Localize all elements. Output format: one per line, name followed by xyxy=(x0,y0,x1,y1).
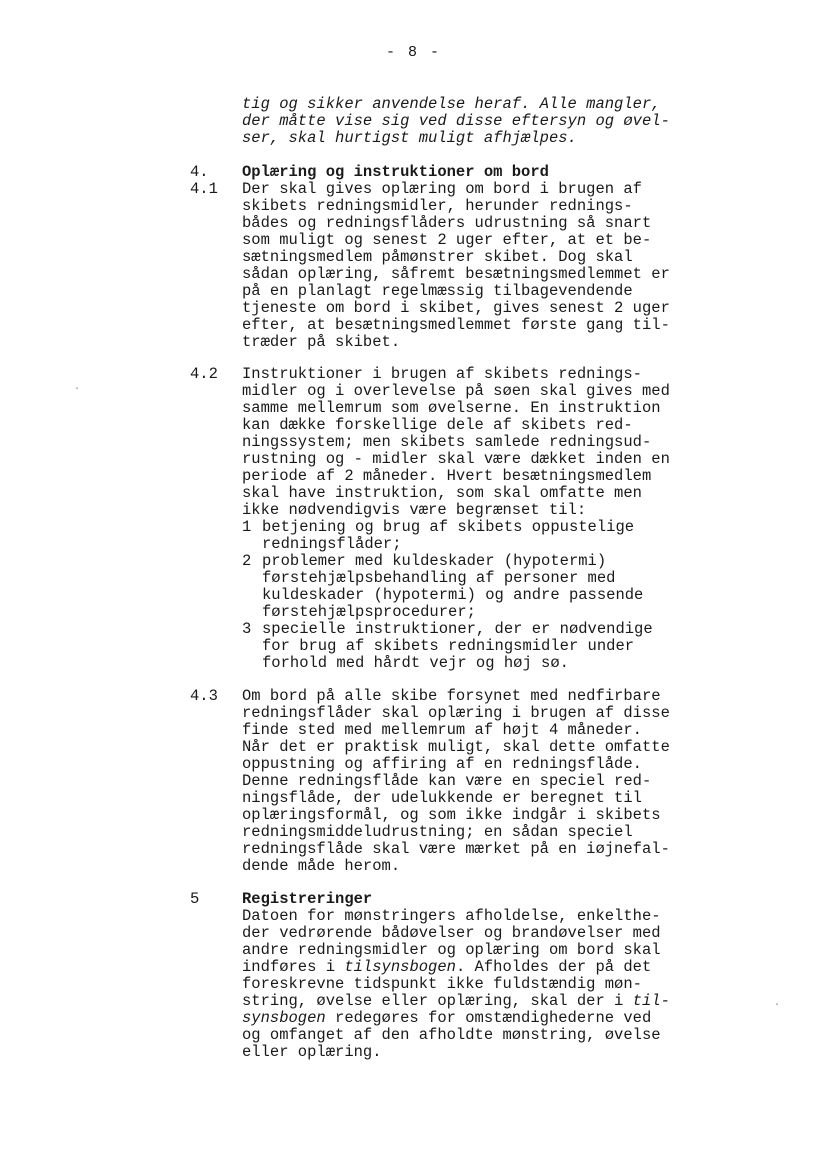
list-item-line: førstehjælpsprocedurer; xyxy=(262,603,476,621)
section-heading: Registreringer xyxy=(242,890,373,908)
paragraph-line: oplæringsformål, og som ikke indgår i skibets xyxy=(242,806,661,824)
section-number: 4.3 xyxy=(190,687,218,705)
paragraph-line: foreskrevne tidspunkt ikke fuldstændig møn- xyxy=(242,975,642,993)
paragraph-line: skibets redningsmidler, herunder rednings- xyxy=(242,197,633,215)
paragraph-line: rustning og - midler skal være dækket inden en xyxy=(242,450,670,468)
paragraph-line: redningsflåder skal oplæring i brugen af disse xyxy=(242,704,670,722)
paragraph-line: Der skal gives oplæring om bord i brugen af xyxy=(242,180,642,198)
text-run-italic: synsbogen xyxy=(242,1009,326,1027)
paragraph-line: træder på skibet. xyxy=(242,333,401,351)
paragraph-line xyxy=(242,1010,651,1027)
paragraph-line: finde sted med mellemrum af højt 4 måneder. xyxy=(242,721,642,739)
paragraph-line: der vedrørende bådøvelser og brandøvelser med xyxy=(242,924,661,942)
intro-line: tig og sikker anvendelse heraf. Alle mangler, xyxy=(242,95,661,113)
paragraph-line: redningsflåde skal være mærket på en iøjnefal- xyxy=(242,840,670,858)
paragraph-line: skal have instruktion, som skal omfatte men xyxy=(242,484,642,502)
section-number: 4. xyxy=(190,163,209,181)
paragraph-line: sådan oplæring, såfremt besætningsmedlemmet er xyxy=(242,265,670,283)
list-item-line: problemer med kuldeskader (hypotermi) xyxy=(262,552,607,570)
paragraph-line: ikke nødvendigvis være begrænset til: xyxy=(242,501,587,519)
list-item-number: 1 xyxy=(242,518,252,536)
section-heading: Oplæring og instruktioner om bord xyxy=(242,163,549,181)
paragraph-line: Når det er praktisk muligt, skal dette omfatte xyxy=(242,738,670,756)
paragraph-line: som muligt og senest 2 uger efter, at et be- xyxy=(242,231,652,249)
paragraph-line: eller oplæring. xyxy=(242,1043,382,1061)
paragraph-line: efter, at besætningsmedlemmet første gang til- xyxy=(242,316,670,334)
intro-line: ser, skal hurtigst muligt afhjælpes. xyxy=(242,129,577,147)
scan-speck: · xyxy=(74,384,81,395)
paragraph-line xyxy=(242,993,670,1010)
section-number: 5 xyxy=(190,890,200,908)
list-item-line: betjening og brug af skibets oppustelige xyxy=(262,518,635,536)
paragraph-line: oppustning og affiring af en redningsflåde. xyxy=(242,755,642,773)
paragraph-line: ningsflåde, der udelukkende er beregnet til xyxy=(242,789,642,807)
list-item-line: førstehjælpsbehandling af personer med xyxy=(262,569,616,587)
list-item-number: 2 xyxy=(242,552,252,570)
section-number: 4.1 xyxy=(190,180,218,198)
paragraph-line xyxy=(242,959,651,976)
paragraph-line: ningssystem; men skibets samlede redningsud- xyxy=(242,433,652,451)
paragraph-line: andre redningsmidler og oplæring om bord skal xyxy=(242,941,661,959)
paragraph-line: midler og i overlevelse på søen skal gives med xyxy=(242,382,670,400)
paragraph-line: sætningsmedlem påmønstrer skibet. Dog skal xyxy=(242,248,633,266)
text-run: indføres i xyxy=(242,958,345,976)
scan-speck: · xyxy=(774,1000,781,1011)
list-item-line: specielle instruktioner, der er nødvendige xyxy=(262,620,653,638)
paragraph-line: Datoen for mønstringers afholdelse, enkelthe- xyxy=(242,907,661,925)
text-run: . Afholdes der på det xyxy=(455,958,652,976)
paragraph-line: kan dække forskellige dele af skibets red- xyxy=(242,416,633,434)
list-item-line: redningsflåder; xyxy=(262,535,402,553)
text-run: string, øvelse eller oplæring, skal der i xyxy=(242,992,633,1010)
paragraph-line: Denne redningsflåde kan være en speciel red- xyxy=(242,772,652,790)
list-item-line: kuldeskader (hypotermi) og andre passende xyxy=(262,586,644,604)
paragraph-line: bådes og redningsflåders udrustning så snart xyxy=(242,214,652,232)
text-run-italic: til- xyxy=(632,992,670,1010)
paragraph-line: tjeneste om bord i skibet, gives senest 2 uger xyxy=(242,299,670,317)
paragraph-line: på en planlagt regelmæssig tilbagevendende xyxy=(242,282,633,300)
paragraph-line: Om bord på alle skibe forsynet med nedfirbare xyxy=(242,687,661,705)
paragraph-line: dende måde herom. xyxy=(242,857,401,875)
section-number: 4.2 xyxy=(190,365,218,383)
paragraph-line: Instruktioner i brugen af skibets rednings- xyxy=(242,365,642,383)
text-run-italic: tilsynsbogen xyxy=(344,958,456,976)
paragraph-line: samme mellemrum som øvelserne. En instruktion xyxy=(242,399,661,417)
list-item-number: 3 xyxy=(242,620,252,638)
paragraph-line: periode af 2 måneder. Hvert besætningsmedlem xyxy=(242,467,652,485)
intro-line: der måtte vise sig ved disse eftersyn og øvel- xyxy=(242,112,670,130)
list-item-line: forhold med hårdt vejr og høj sø. xyxy=(262,654,569,672)
list-item-line: for brug af skibets redningsmidler under xyxy=(262,637,635,655)
page-number: - 8 - xyxy=(385,44,441,61)
paragraph-line: og omfanget af den afholdte mønstring, øvelse xyxy=(242,1026,661,1044)
paragraph-line: redningsmiddeludrustning; en sådan speciel xyxy=(242,823,633,841)
text-run: redegøres for omstændighederne ved xyxy=(325,1009,652,1027)
